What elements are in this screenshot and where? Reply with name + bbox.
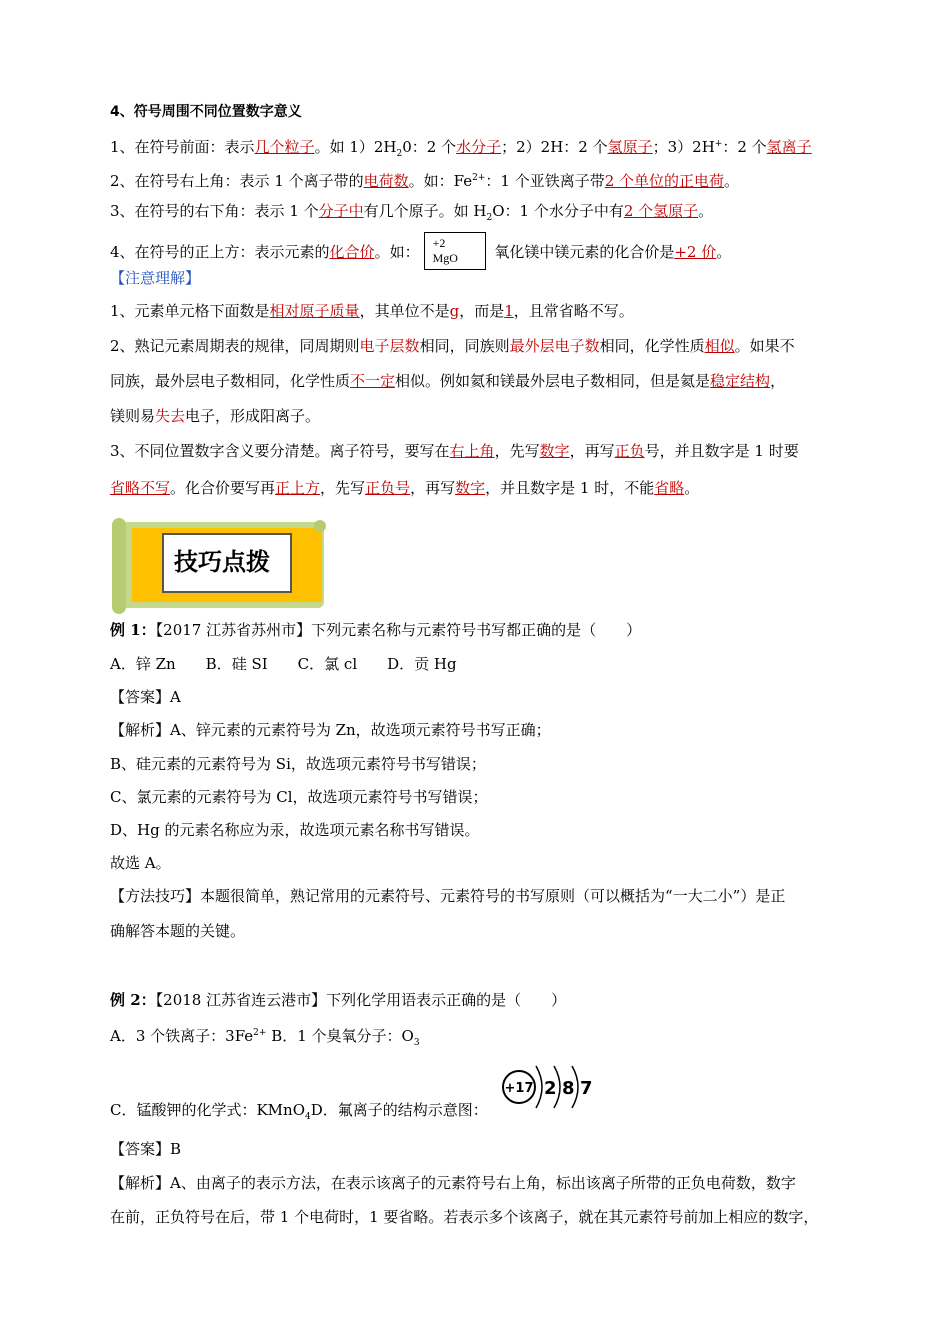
nucleus-label: +17 <box>504 1081 534 1096</box>
section-heading: 4、符号周围不同位置数字意义 <box>110 104 302 120</box>
notice-2-line-3: 镁则易失去电子，形成阳离子。 <box>110 407 321 425</box>
example-1-answer: 【答案】A <box>110 688 181 706</box>
notice-label: 【注意理解】 <box>110 269 201 287</box>
notice-1: 1、元素单元格下面数是相对原子质量，其单位不是g，而是1，且常省略不写。 <box>110 302 634 320</box>
point-3: 3、在符号的右下角：表示 1 个分子中有几个原子。如 $H_2O$：1 个水分子中有2 个氢原子。 <box>110 202 714 223</box>
example-2-question: 例 2：【2018 江苏省连云港市】下列化学用语表示正确的是（ ） <box>110 991 567 1009</box>
example-1-conclusion: 故选 A。 <box>110 854 171 872</box>
example-2-options-cd: C．锰酸钾的化学式：KMnO$_4$D．氟离子的结构示意图： <box>110 1101 488 1122</box>
example-1-explain-1: 【解析】A、锌元素的元素符号为 Zn，故选项元素符号书写正确； <box>110 721 551 739</box>
example-1-question: 例 1：【2017 江苏省苏州市】下列元素名称与元素符号书写都正确的是（ ） <box>110 621 642 639</box>
notice-3-line-1: 3、不同位置数字含义要分清楚。离子符号，要写在右上角，先写数字，再写正负号，并且数字是 1 时要 <box>110 442 799 460</box>
point-1: 1、在符号前面：表示几个粒子。如 $1)2H_20$：2 个水分子；2）2H：2 个氢原子；3）2H+：2 个氢离子 <box>110 138 812 159</box>
notice-3-line-2: 省略不写。化合价要写再正上方，先写正负号，再写数字，并且数字是 1 时，不能省略。 <box>110 479 700 497</box>
example-2-options-ab: A．3 个铁离子：$3Fe^{2+}$ B．1 个臭氧分子：$O_3$ <box>110 1027 420 1048</box>
example-1-explain-3: C、氯元素的元素符号为 Cl，故选项元素符号书写错误； <box>110 788 488 806</box>
banner-title: 技巧点拨 <box>162 533 292 593</box>
example-1-explain-4: D、Hg 的元素名称应为汞，故选项元素名称书写错误。 <box>110 821 480 839</box>
shell-1-count: 2 <box>544 1078 557 1099</box>
example-1-tip-2: 确解答本题的关键。 <box>110 922 246 940</box>
example-1-explain-2: B、硅元素的元素符号为 Si，故选项元素符号书写错误； <box>110 755 486 773</box>
example-2-explain-2: 在前，正负符号在后，带 1 个电荷时，1 要省略。若表示多个该离子，就在其元素符号前加上相应的数字， <box>110 1208 819 1226</box>
point-4: 4、在符号的正上方：表示元素的化合价。如： +2 MgO 氧化镁中镁元素的化合价是+2 价。 <box>110 234 731 272</box>
example-1-tip-1: 【方法技巧】本题很简单，熟记常用的元素符号、元素符号的书写原则（可以概括为“一大二小”）是正 <box>110 887 786 905</box>
shell-2-count: 8 <box>562 1078 575 1099</box>
example-2-answer: 【答案】B <box>110 1140 182 1158</box>
skills-banner <box>110 518 328 614</box>
shell-3-count: 7 <box>580 1078 593 1099</box>
fluoride-ion-diagram <box>500 1062 596 1116</box>
notice-2-line-1: 2、熟记元素周期表的规律，同周期则电子层数相同，同族则最外层电子数相同，化学性质相似。如果不 <box>110 337 795 355</box>
example-1-options: A．锌 Zn B．硅 SI C．氯 cl D．贡 Hg <box>110 655 457 673</box>
notice-2-line-2: 同族，最外层电子数相同，化学性质不一定相似。例如氦和镁最外层电子数相同，但是氦是稳定结构， <box>110 372 786 390</box>
valence-box: +2 MgO <box>424 232 486 270</box>
example-2-explain-1: 【解析】A、由离子的表示方法，在表示该离子的元素符号右上角，标出该离子所带的正负电荷数，数字 <box>110 1174 796 1192</box>
point-2: 2、在符号右上角：表示 1 个离子带的电荷数。如：$Fe^{2+}$：1 个亚铁离子带2 个单位的正电荷。 <box>110 172 740 190</box>
